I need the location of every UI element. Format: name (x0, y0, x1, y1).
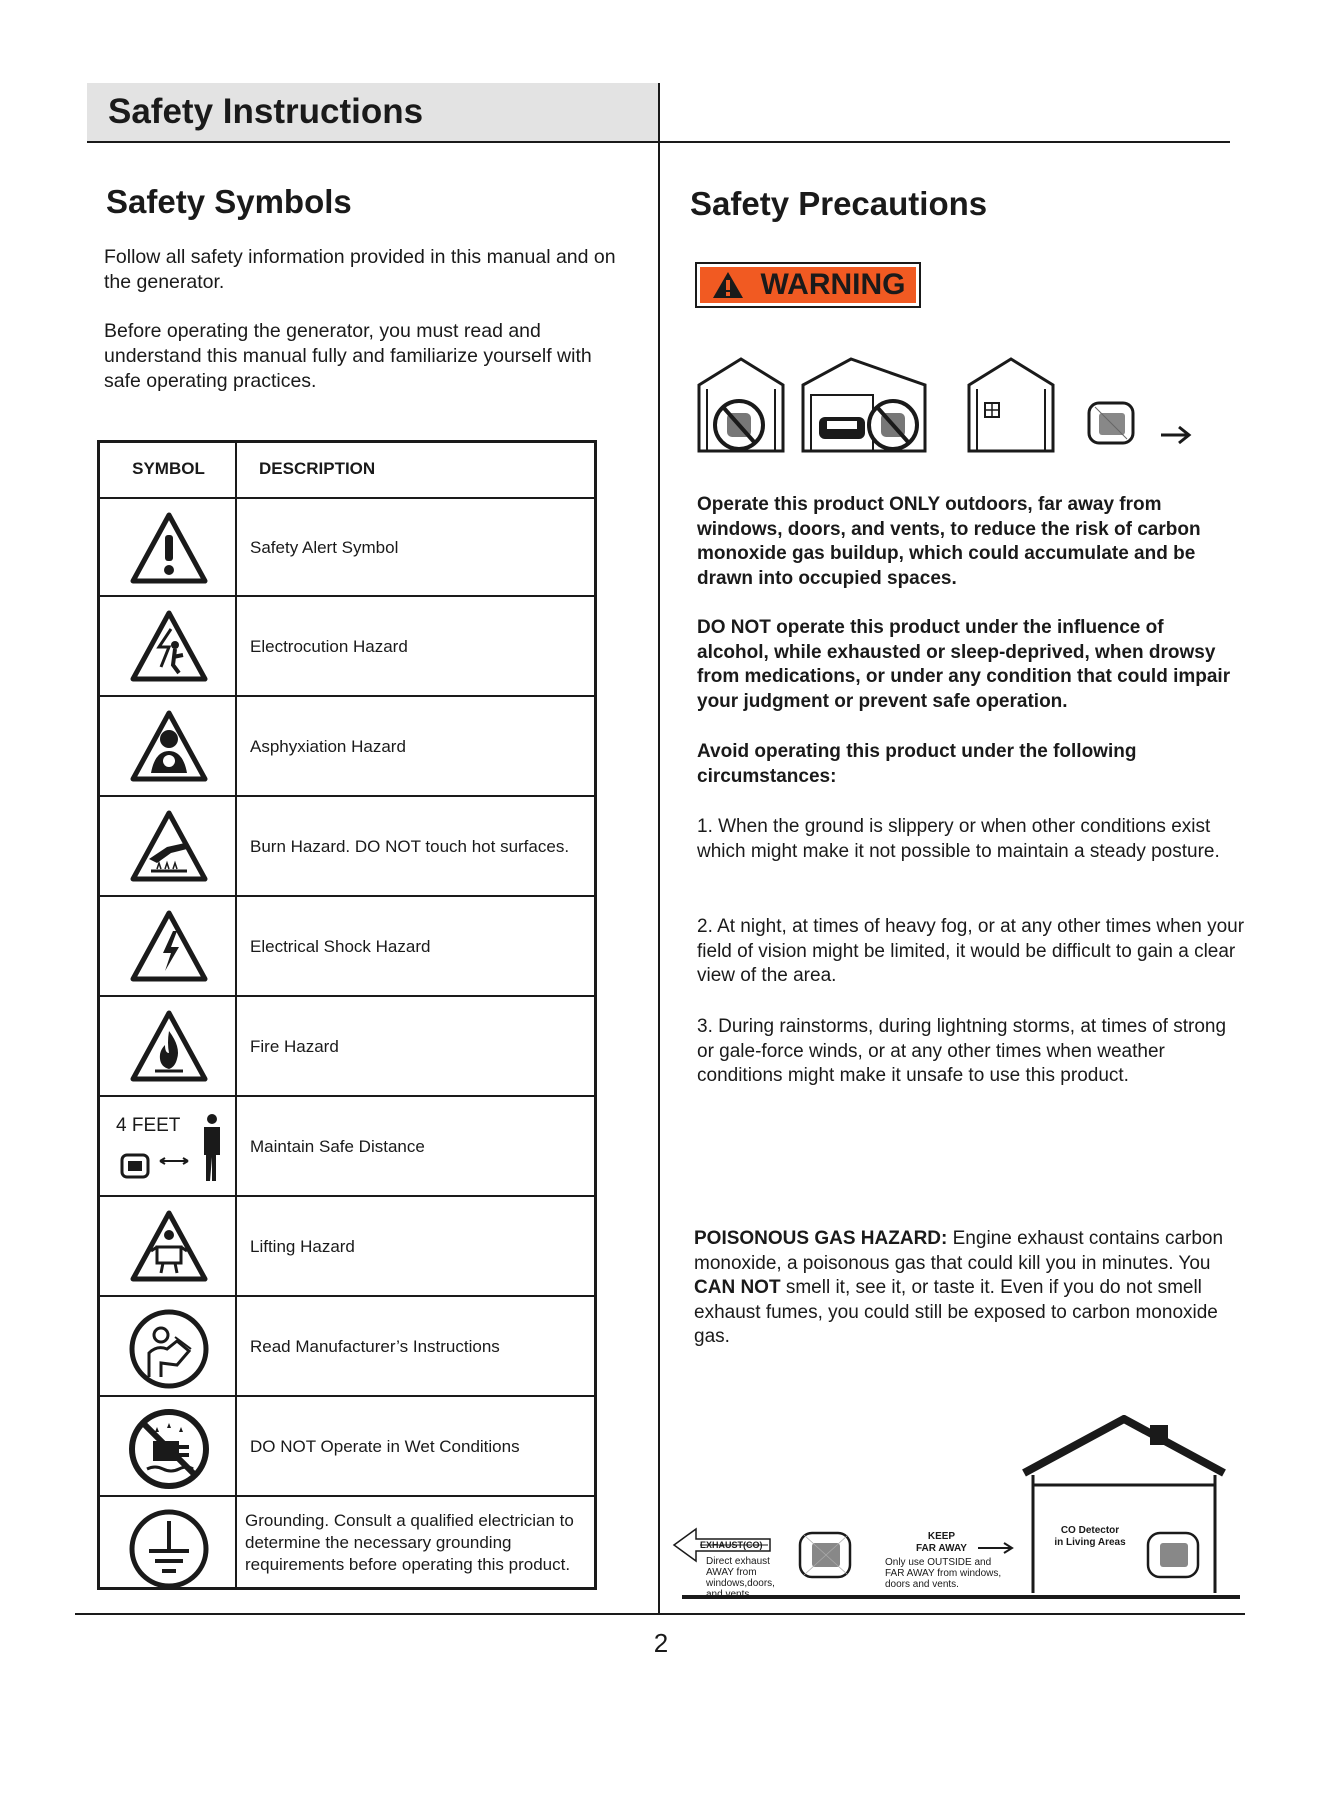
lifting-icon (127, 1207, 211, 1287)
symbol-column-header: SYMBOL (132, 459, 205, 478)
description-column-header: DESCRIPTION (259, 459, 376, 478)
page-title: Safety Instructions (108, 92, 424, 131)
table-row (100, 895, 594, 997)
row-description: Electrocution Hazard (250, 637, 408, 656)
keep-far-away-text (916, 1531, 967, 1555)
electrocution-icon (127, 607, 211, 687)
four-feet-label: 4 FEET (116, 1115, 181, 1136)
row-description: Burn Hazard. DO NOT touch hot surfaces. (250, 837, 570, 856)
warning-triangle-icon (711, 270, 745, 300)
row-description: Read Manufacturer’s Instructions (250, 1337, 500, 1356)
row-description: Lifting Hazard (250, 1237, 355, 1256)
safety-precautions-heading: Safety Precautions (690, 185, 988, 222)
safe-distance-icon (116, 1111, 226, 1191)
co-line-1: CO Detector (1060, 1525, 1120, 1536)
table-row (100, 497, 594, 597)
symbol-header-cell (100, 441, 237, 497)
burn-icon (127, 807, 211, 887)
read-manual-icon (127, 1307, 211, 1391)
co-detector-text (1050, 1525, 1130, 1549)
fire-icon (127, 1007, 211, 1087)
direct-line-1: Direct exhaust (706, 1556, 770, 1567)
house-no-generator-icon (699, 359, 783, 451)
only-line-3: doors and vents. (885, 1579, 959, 1590)
row-description: DO NOT Operate in Wet Conditions (250, 1437, 520, 1456)
asphyxiation-icon (127, 707, 211, 787)
only-line-1: Only use OUTSIDE and (885, 1557, 992, 1568)
generator-outdoor-icon (1089, 403, 1133, 443)
table-row (100, 995, 594, 1097)
precaution-paragraph-2: DO NOT operate this product under the influence of alcohol, while exhausted or sleep-deprived, when drowsy from medications, or under any condition that could impair your judgment or prevent safe operation. (697, 617, 1231, 712)
only-line-2: FAR AWAY from windows, (885, 1568, 1002, 1579)
precaution-paragraph-3: Avoid operating this product under the following circumstances: (697, 741, 1137, 787)
table-header-row (100, 441, 594, 497)
garage-no-generator-icon (803, 359, 925, 451)
safety-alert-icon (127, 509, 211, 589)
house-illustrations (695, 355, 1235, 455)
keep-line-1: KEEP (927, 1531, 956, 1542)
table-row (100, 595, 594, 697)
direct-exhaust-text (706, 1556, 775, 1600)
safety-symbols-heading: Safety Symbols (106, 183, 352, 220)
precaution-list-item: 3. During rainstorms, during lightning storms, at times of strong or gale-force winds, or at any other times when weather conditions might make it unsafe to use this product. (697, 1016, 1227, 1086)
row-description: Safety Alert Symbol (250, 538, 399, 557)
only-outside-text (885, 1557, 1001, 1590)
table-row (100, 1095, 594, 1197)
ground-icon (127, 1507, 211, 1591)
house-outdoor-icon (969, 359, 1053, 451)
direct-line-4: and vents. (706, 1589, 753, 1600)
keep-line-2: FAR AWAY (916, 1543, 967, 1554)
poison-gas-label: POISONOUS GAS HAZARD: (694, 1228, 948, 1249)
table-row (100, 1195, 594, 1297)
electrical-shock-icon (127, 907, 211, 987)
warning-badge (695, 262, 921, 308)
poison-emphasis: CAN NOT (694, 1277, 781, 1298)
precaution-paragraph-1: Operate this product ONLY outdoors, far away from windows, doors, and vents, to reduce the risk of carbon monoxide gas buildup, which could accumulate and be drawn into occupied spaces. (697, 494, 1201, 589)
poison-text-2: smell it, see it, or taste it. Even if you do not smell exhaust fumes, you could still be exposed to carbon monoxide gas. (694, 1277, 1218, 1347)
precaution-list-item: 2. At night, at times of heavy fog, or at any other times when your field of vision might be limited, it would be difficult to gain a clear view of the area. (697, 916, 1245, 986)
page-number: 2 (653, 1628, 669, 1658)
row-description: Maintain Safe Distance (250, 1137, 425, 1156)
warning-label: WARNING (760, 268, 906, 301)
row-description: Electrical Shock Hazard (250, 937, 431, 956)
generator-exhaust-icon (800, 1533, 850, 1577)
row-description: Asphyxiation Hazard (250, 737, 406, 756)
poison-text-1: Engine exhaust contains carbon monoxide, a poisonous gas that could kill you in minutes. You (694, 1228, 1224, 1274)
co-line-2: in Living Areas (1054, 1537, 1126, 1548)
table-row (100, 795, 594, 897)
arrow-right-icon (1161, 427, 1189, 443)
poison-gas-paragraph (694, 1227, 1234, 1350)
exhaust-label: EXHAUST(CO) (700, 1540, 763, 1550)
direct-line-3: windows,doors, (706, 1578, 775, 1589)
table-row (100, 1495, 594, 1589)
generator-indoor-icon (1148, 1533, 1198, 1577)
footer-rule (75, 1613, 1245, 1615)
intro-paragraph-1: Follow all safety information provided in this manual and on the generator. (104, 246, 616, 293)
symbol-table (97, 440, 597, 1590)
intro-paragraph-2: Before operating the generator, you must read and understand this manual fully and familiarize yourself with safe operating practices. (104, 320, 592, 392)
table-row (100, 1395, 594, 1497)
table-row (100, 1295, 594, 1397)
direct-line-2: AWAY from (706, 1567, 757, 1578)
table-row (100, 695, 594, 797)
row-description: Fire Hazard (250, 1037, 339, 1056)
precaution-list-item: 1. When the ground is slippery or when other conditions exist which might make it not possible to maintain a steady posture. (697, 816, 1220, 862)
column-divider (658, 83, 660, 1613)
keep-arrow-icon (978, 1543, 1012, 1553)
row-description: Grounding. Consult a qualified electrician to determine the necessary grounding requirements before operating this product. (245, 1511, 574, 1574)
no-wet-icon (127, 1407, 211, 1491)
